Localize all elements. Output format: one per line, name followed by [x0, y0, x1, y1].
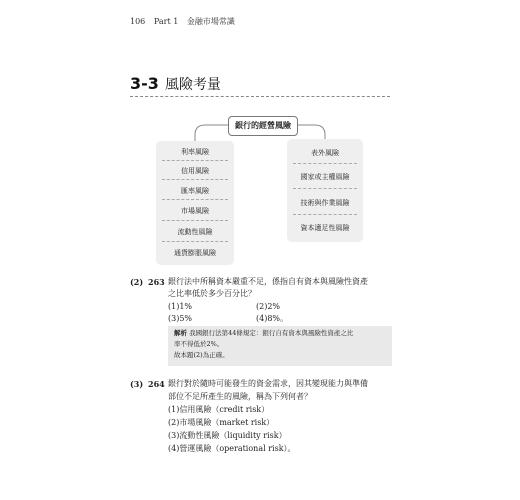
question-text: 之比率低於多少百分比？ — [168, 289, 256, 298]
question-answer: (3) — [130, 379, 144, 389]
risk-item: 利率風險 — [181, 148, 209, 156]
risk-item: 匯率風險 — [181, 187, 209, 195]
risk-item: 信用風險 — [181, 167, 209, 175]
option: (3)5% — [168, 314, 193, 323]
section-number: 3-3 — [130, 74, 159, 93]
item-separator — [293, 188, 357, 189]
question-number: 264 — [148, 379, 165, 389]
risk-item: 通貨膨脹風險 — [174, 249, 216, 257]
option: (1)1% — [168, 302, 193, 311]
question-text: 部位不足所產生的風險，稱為下列何者？ — [168, 392, 312, 401]
risk-item: 市場風險 — [181, 207, 209, 215]
diagram-root: 銀行的經營風險 — [228, 116, 298, 136]
option: (3)流動性風險（liquidity risk） — [168, 431, 287, 440]
question-number: 263 — [148, 277, 165, 287]
part-label: Part 1 — [153, 17, 179, 26]
option: (4)營運風險（operational risk）。 — [168, 444, 296, 453]
risk-item: 資本適足性風險 — [300, 224, 350, 232]
question-text: 銀行法中所稱資本嚴重不足，係指自有資本與風險性資產 — [168, 277, 368, 286]
risk-item: 表外風險 — [311, 149, 339, 157]
risk-item: 流動性風險 — [177, 228, 213, 236]
explanation-line: 率不得低於2%。 — [174, 340, 224, 348]
diagram-left-panel — [156, 141, 234, 265]
section-name: 風險考量 — [164, 77, 221, 93]
explanation-label: 解析 — [174, 329, 187, 337]
explanation-line: 故本題(2)為正確。 — [174, 351, 229, 359]
item-separator — [162, 241, 228, 242]
question-text: 銀行對於隨時可能發生的資金需求，因其變現能力與準備 — [168, 379, 368, 388]
item-separator — [293, 163, 357, 164]
item-separator — [162, 220, 228, 221]
page-number: 106 — [130, 17, 146, 26]
explanation-line — [174, 328, 386, 339]
risk-item: 國家或主權風險 — [300, 173, 350, 181]
explanation-text: 我國銀行法第44條規定：銀行自有資本與風險性資產之比 — [189, 329, 354, 337]
item-separator — [162, 160, 228, 161]
explanation-box — [168, 326, 392, 366]
item-separator — [293, 214, 357, 215]
item-separator — [162, 179, 228, 180]
option: (2)2% — [256, 302, 281, 311]
option: (1)信用風險（credit risk） — [168, 405, 270, 414]
risk-item: 技術與作業風險 — [300, 199, 350, 207]
chapter-title: 金融市場常識 — [186, 17, 235, 26]
item-separator — [162, 199, 228, 200]
question-answer: (2) — [130, 277, 144, 287]
option: (2)市場風險（market risk） — [168, 418, 275, 427]
diagram-right-panel — [287, 139, 363, 242]
option: (4)8%。 — [256, 314, 289, 323]
